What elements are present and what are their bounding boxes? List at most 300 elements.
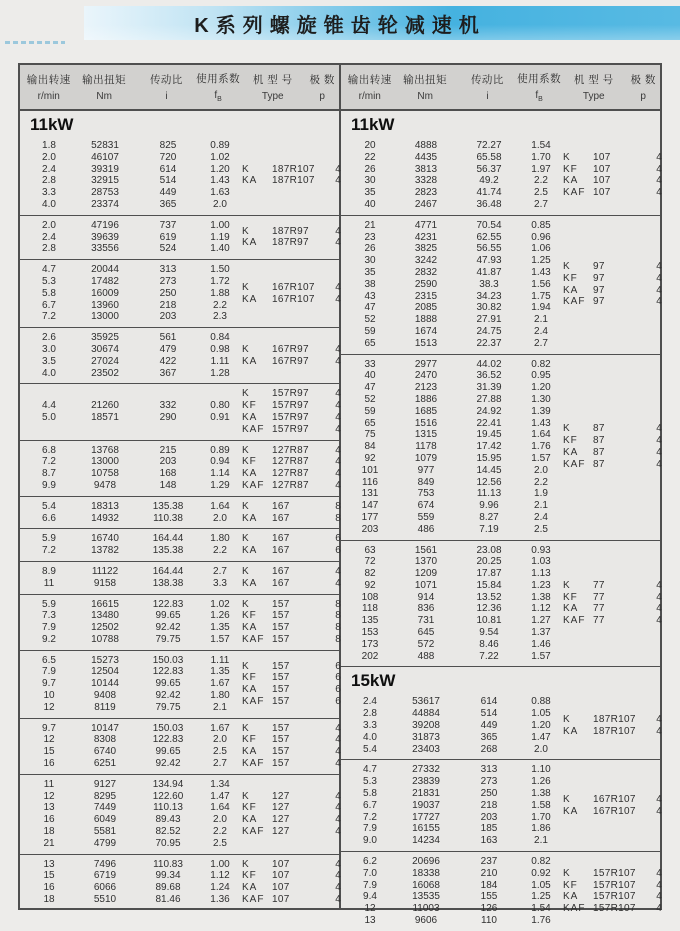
ratio-cell: 30.82	[476, 302, 502, 314]
ratio-cell: 110.83	[153, 858, 183, 870]
model-code: 157	[272, 610, 290, 622]
poles-cell: 4	[335, 565, 341, 577]
model-code: 157	[272, 695, 290, 707]
model-prefix: KAF	[242, 423, 265, 435]
service-factor-cell: 1.35	[210, 666, 230, 678]
service-factor-cell: 1.72	[210, 275, 230, 287]
torque-cell: 30674	[91, 343, 119, 355]
speed-cell: 26	[364, 163, 376, 175]
service-factor-cell: 0.89	[210, 444, 230, 456]
speed-cell: 6.6	[42, 512, 56, 524]
speed-cell: 13	[43, 858, 55, 870]
model-row	[242, 802, 346, 814]
torque-cell: 17482	[91, 275, 119, 287]
service-factor-cell: 1.00	[210, 219, 230, 231]
service-factor-cell: 2.2	[213, 299, 227, 311]
service-factor-cell: 2.0	[213, 734, 227, 746]
speed-cell: 7.2	[42, 311, 56, 323]
service-factor-cell: 1.12	[531, 603, 551, 615]
model-code: 77	[593, 615, 605, 627]
torque-cell: 4888	[414, 140, 438, 151]
poles-cell: 4	[656, 261, 662, 273]
ratio-cell: 367	[159, 367, 177, 379]
ratio-cell: 70.54	[476, 219, 502, 231]
speed-cell: 5.3	[42, 275, 56, 287]
table-row	[26, 746, 242, 758]
ratio-cell: 36.48	[476, 198, 502, 210]
service-factor-cell: 0.82	[531, 856, 551, 868]
speed-cell: 9.7	[42, 678, 56, 690]
ratio-cell: 34.23	[476, 290, 502, 302]
torque-cell: 731	[417, 615, 435, 627]
speed-cell: 12	[364, 903, 376, 915]
model-code: 167	[272, 545, 290, 557]
model-prefix: KF	[563, 879, 578, 891]
poles-cell: 4	[656, 175, 662, 187]
service-factor-cell: 0.82	[531, 358, 551, 370]
model-row	[563, 423, 667, 435]
ratio-cell: 14.45	[476, 464, 502, 476]
torque-cell: 6251	[93, 758, 117, 770]
ratio-cell: 210	[480, 867, 498, 879]
table-left-body	[20, 111, 339, 910]
speed-cell: 7.3	[42, 610, 56, 622]
speed-cell: 40	[364, 198, 376, 210]
speed-cell: 16	[43, 758, 55, 770]
model-row	[242, 237, 346, 249]
poles-cell: 4	[335, 894, 341, 906]
model-prefix: KAF	[242, 695, 265, 707]
table-row	[26, 758, 242, 770]
table-row	[347, 382, 563, 394]
table-row	[347, 164, 563, 176]
model-code: 97	[593, 284, 605, 296]
poles-cell: 4	[335, 163, 341, 175]
model-list	[563, 580, 667, 627]
poles-cell: 4	[335, 858, 341, 870]
service-factor-cell: 1.14	[210, 468, 230, 480]
model-prefix: K	[242, 660, 250, 672]
model-prefix: K	[242, 858, 250, 870]
torque-cell: 16740	[91, 533, 119, 545]
service-factor-cell: 2.2	[213, 545, 227, 557]
service-factor-cell: 2.7	[213, 758, 227, 770]
model-row	[563, 880, 667, 892]
service-factor-cell: 0.85	[531, 219, 551, 231]
poles-cell: 4	[335, 388, 341, 400]
ratio-cell: 99.65	[155, 678, 181, 690]
spec-group	[20, 719, 339, 775]
model-prefix: KAF	[563, 615, 586, 627]
data-rows	[347, 220, 563, 350]
speed-cell: 11	[43, 778, 55, 790]
model-prefix: KAF	[563, 458, 586, 470]
service-factor-cell: 1.64	[210, 802, 230, 814]
spec-group	[20, 855, 339, 910]
service-factor-cell: 2.4	[534, 325, 548, 337]
service-factor-cell: 1.56	[531, 278, 551, 290]
table-row	[26, 311, 242, 323]
table-row	[347, 856, 563, 868]
speed-cell: 135	[361, 615, 379, 627]
col-header-service-factor: 使用系数 $f_B$	[196, 73, 241, 103]
torque-cell: 16009	[91, 287, 119, 299]
poles-cell: 4	[656, 591, 662, 603]
model-row	[242, 696, 346, 708]
torque-cell: 2467	[414, 198, 438, 210]
table-row	[26, 894, 242, 906]
poles-cell: 4	[335, 577, 341, 589]
model-row	[242, 894, 346, 906]
torque-cell: 753	[417, 488, 435, 500]
model-code: 157	[272, 622, 290, 634]
model-row	[242, 164, 346, 176]
poles-cell: 4	[335, 814, 341, 826]
model-code: 127R87	[272, 456, 309, 468]
speed-cell: 2.8	[42, 243, 56, 255]
poles-cell: 4	[335, 355, 341, 367]
data-rows	[26, 501, 242, 525]
torque-cell: 9606	[414, 915, 438, 927]
service-factor-cell: 2.5	[534, 523, 548, 535]
table-row	[347, 488, 563, 500]
model-prefix: KA	[242, 293, 258, 305]
model-prefix: K	[242, 565, 250, 577]
spec-group	[341, 136, 660, 216]
model-prefix: KA	[242, 882, 258, 894]
service-factor-cell: 2.1	[213, 701, 227, 713]
speed-cell: 65	[364, 417, 376, 429]
speed-cell: 11	[43, 577, 55, 589]
torque-cell: 18571	[91, 411, 119, 423]
model-code: 127R87	[272, 444, 309, 456]
speed-cell: 6.7	[42, 299, 56, 311]
ratio-cell: 41.87	[476, 266, 502, 278]
service-factor-cell: 1.67	[210, 722, 230, 734]
poles-cell: 4	[335, 802, 341, 814]
torque-cell: 6719	[93, 870, 117, 882]
ratio-cell: 150.03	[152, 722, 184, 734]
ratio-cell: 135.38	[152, 500, 184, 512]
model-row	[242, 400, 346, 412]
speed-cell: 1.8	[42, 140, 56, 151]
ratio-cell: 218	[480, 799, 498, 811]
ratio-cell: 614	[159, 163, 177, 175]
table-row	[26, 368, 242, 380]
model-code: 127R87	[272, 468, 309, 480]
table-row	[347, 243, 563, 255]
poles-cell: 4	[656, 714, 662, 726]
ratio-cell: 122.83	[152, 598, 184, 610]
model-prefix: KA	[242, 237, 258, 249]
service-factor-cell: 1.29	[210, 479, 230, 491]
service-factor-cell: 1.23	[531, 579, 551, 591]
service-factor-cell: 1.9	[534, 488, 548, 500]
model-list	[242, 533, 346, 557]
table-row	[347, 477, 563, 489]
torque-cell: 28753	[91, 187, 119, 199]
ratio-cell: 218	[159, 299, 177, 311]
model-prefix: KA	[242, 355, 258, 367]
service-factor-cell: 1.02	[210, 151, 230, 163]
table-row	[26, 578, 242, 590]
spec-group	[20, 328, 339, 384]
model-list	[242, 164, 346, 188]
model-prefix: KF	[563, 591, 578, 603]
service-factor-cell: 1.75	[531, 290, 551, 302]
ratio-cell: 24.75	[476, 325, 502, 337]
speed-cell: 202	[361, 650, 379, 662]
model-list	[242, 791, 346, 838]
poles-cell: 4	[656, 447, 662, 459]
torque-cell: 6049	[93, 814, 117, 826]
speed-cell: 13	[43, 802, 55, 814]
poles-cell: 4	[656, 579, 662, 591]
speed-cell: 7.9	[42, 622, 56, 634]
table-row	[26, 300, 242, 312]
model-row	[242, 468, 346, 480]
service-factor-cell: 1.39	[531, 405, 551, 417]
table-row	[347, 708, 563, 720]
col-header-torque: 输出扭矩 Nm	[82, 74, 127, 102]
torque-cell: 1370	[414, 556, 438, 568]
torque-cell: 23374	[91, 198, 119, 210]
poles-cell: 4	[335, 293, 341, 305]
model-prefix: K	[563, 151, 571, 163]
torque-cell: 10788	[91, 633, 119, 645]
model-row	[563, 603, 667, 615]
speed-cell: 82	[364, 568, 376, 580]
table-row	[26, 412, 242, 424]
table-row	[347, 267, 563, 279]
service-factor-cell: 1.11	[210, 355, 230, 367]
spec-group	[20, 136, 339, 216]
model-row	[563, 152, 667, 164]
poles-cell: 4	[656, 903, 662, 915]
table-row	[26, 622, 242, 634]
poles-cell: 4	[656, 163, 662, 175]
service-factor-cell: 2.0	[213, 512, 227, 524]
speed-cell: 6.2	[363, 856, 377, 868]
torque-cell: 16615	[91, 598, 119, 610]
torque-cell: 11003	[412, 903, 440, 915]
model-prefix: KA	[563, 175, 579, 187]
torque-cell: 13000	[91, 311, 119, 323]
torque-cell: 14234	[412, 835, 440, 847]
model-code: 107	[272, 882, 290, 894]
poles-cell: 4	[656, 435, 662, 447]
table-row	[26, 276, 242, 288]
speed-cell: 12	[43, 734, 55, 746]
service-factor-cell: 1.97	[531, 163, 551, 175]
model-row	[242, 226, 346, 238]
speed-cell: 5.8	[363, 788, 377, 800]
table-row	[26, 814, 242, 826]
model-code: 107	[593, 175, 611, 187]
speed-cell: 3.3	[42, 187, 56, 199]
speed-cell: 131	[361, 488, 379, 500]
poles-cell: 4	[656, 725, 662, 737]
speed-cell: 108	[361, 591, 379, 603]
torque-cell: 2823	[414, 187, 438, 199]
model-code: 187R97	[272, 237, 309, 249]
service-factor-cell: 1.34	[210, 778, 230, 790]
table-row	[347, 175, 563, 187]
service-factor-cell: 1.05	[531, 708, 551, 720]
speed-cell: 40	[364, 370, 376, 382]
service-factor-cell: 2.5	[213, 746, 227, 758]
model-code: 127	[272, 814, 290, 826]
service-factor-cell: 1.43	[531, 266, 551, 278]
torque-cell: 1513	[414, 337, 438, 349]
spec-group	[20, 216, 339, 260]
ratio-cell: 99.65	[155, 746, 181, 758]
ratio-cell: 38.3	[479, 278, 499, 290]
ratio-cell: 164.44	[152, 533, 184, 545]
ratio-cell: 12.36	[476, 603, 502, 615]
torque-cell: 52831	[91, 140, 119, 151]
model-row	[242, 175, 346, 187]
model-list	[242, 388, 346, 435]
spec-group	[20, 529, 339, 562]
model-row	[242, 746, 346, 758]
ratio-cell: 110	[481, 915, 497, 927]
speed-cell: 65	[364, 337, 376, 349]
data-rows	[26, 445, 242, 492]
poles-cell: 4	[656, 891, 662, 903]
service-factor-cell: 1.50	[210, 264, 230, 276]
speed-cell: 2.0	[42, 219, 56, 231]
spec-group	[20, 497, 339, 530]
torque-cell: 849	[417, 476, 435, 488]
col-header-model: 机 型 号 Type	[573, 74, 614, 102]
table-row	[26, 723, 242, 735]
model-row	[242, 445, 346, 457]
service-factor-cell: 3.3	[213, 577, 227, 589]
model-prefix: KAF	[563, 296, 586, 308]
model-code: 157R97	[272, 388, 309, 400]
col-header-speed: 输出转速 r/min	[26, 74, 71, 102]
service-factor-cell: 1.13	[531, 568, 551, 580]
poles-cell: 4	[335, 870, 341, 882]
table-row	[347, 556, 563, 568]
model-code: 157R107	[593, 879, 636, 891]
table-row	[347, 370, 563, 382]
page-title: K系列螺旋锥齿轮减速机	[194, 14, 486, 37]
ratio-cell: 9.96	[479, 500, 499, 512]
torque-cell: 4771	[414, 219, 438, 231]
torque-cell: 572	[417, 638, 435, 650]
model-row	[242, 344, 346, 356]
service-factor-cell: 0.91	[210, 411, 230, 423]
spec-group	[20, 775, 339, 855]
col-header-service-factor: 使用系数 $f_B$	[517, 73, 562, 103]
service-factor-cell: 1.25	[531, 255, 551, 267]
model-prefix: K	[563, 261, 571, 273]
data-rows	[26, 566, 242, 590]
poles-cell: 4	[335, 400, 341, 412]
ratio-cell: 250	[480, 788, 498, 800]
torque-cell: 3242	[414, 255, 438, 267]
model-code: 107	[593, 163, 611, 175]
service-factor-cell: 0.84	[210, 332, 230, 344]
model-list	[563, 423, 667, 470]
ratio-cell: 365	[480, 731, 498, 743]
model-list	[563, 152, 667, 199]
table-row	[26, 690, 242, 702]
ratio-cell: 215	[159, 444, 177, 456]
service-factor-cell: 1.28	[210, 367, 230, 379]
service-factor-cell: 1.12	[210, 870, 230, 882]
model-prefix: K	[242, 598, 250, 610]
table-row	[26, 501, 242, 513]
model-row	[242, 412, 346, 424]
service-factor-cell: 1.67	[210, 678, 230, 690]
service-factor-cell: 1.38	[531, 788, 551, 800]
table-row	[26, 513, 242, 525]
table-row	[347, 788, 563, 800]
speed-cell: 9.2	[42, 633, 56, 645]
torque-cell: 6740	[93, 746, 117, 758]
service-factor-cell: 0.88	[531, 696, 551, 708]
poles-cell: 4	[335, 734, 341, 746]
service-factor-cell: 2.2	[534, 175, 548, 187]
speed-cell: 30	[364, 175, 376, 187]
ratio-cell: 7.19	[479, 523, 499, 535]
torque-cell: 1209	[414, 568, 438, 580]
service-factor-cell: 1.25	[531, 891, 551, 903]
model-row	[563, 447, 667, 459]
model-row	[563, 903, 667, 915]
service-factor-cell: 2.2	[213, 826, 227, 838]
model-code: 167R107	[593, 805, 636, 817]
torque-cell: 8295	[93, 790, 117, 802]
table-row	[347, 187, 563, 199]
model-prefix: K	[242, 343, 250, 355]
model-code: 187R107	[593, 714, 636, 726]
table-row	[26, 826, 242, 838]
torque-cell: 7496	[93, 858, 117, 870]
ratio-cell: 9.54	[479, 627, 499, 639]
speed-cell: 118	[362, 603, 378, 615]
model-row	[242, 870, 346, 882]
table-header-left	[20, 65, 339, 111]
model-prefix: KF	[242, 456, 257, 468]
torque-cell: 4799	[93, 837, 117, 849]
speed-cell: 13	[364, 915, 376, 927]
model-row	[242, 622, 346, 634]
service-factor-cell: 1.26	[531, 776, 551, 788]
service-factor-cell: 0.89	[210, 140, 230, 151]
torque-cell: 14932	[91, 512, 119, 524]
table-row	[347, 500, 563, 512]
torque-cell: 19037	[412, 799, 440, 811]
ratio-cell: 449	[159, 187, 177, 199]
data-rows	[26, 723, 242, 770]
ratio-cell: 185	[480, 823, 498, 835]
model-code: 87	[593, 423, 605, 435]
model-list	[242, 566, 346, 590]
torque-cell: 20696	[412, 856, 440, 868]
spec-group	[20, 651, 339, 719]
speed-cell: 4.7	[363, 764, 377, 776]
model-code: 77	[593, 579, 605, 591]
spec-group	[20, 260, 339, 328]
service-factor-cell: 1.10	[531, 764, 551, 776]
torque-cell: 12502	[91, 622, 119, 634]
torque-cell: 13782	[91, 545, 119, 557]
service-factor-cell: 0.93	[531, 544, 551, 556]
